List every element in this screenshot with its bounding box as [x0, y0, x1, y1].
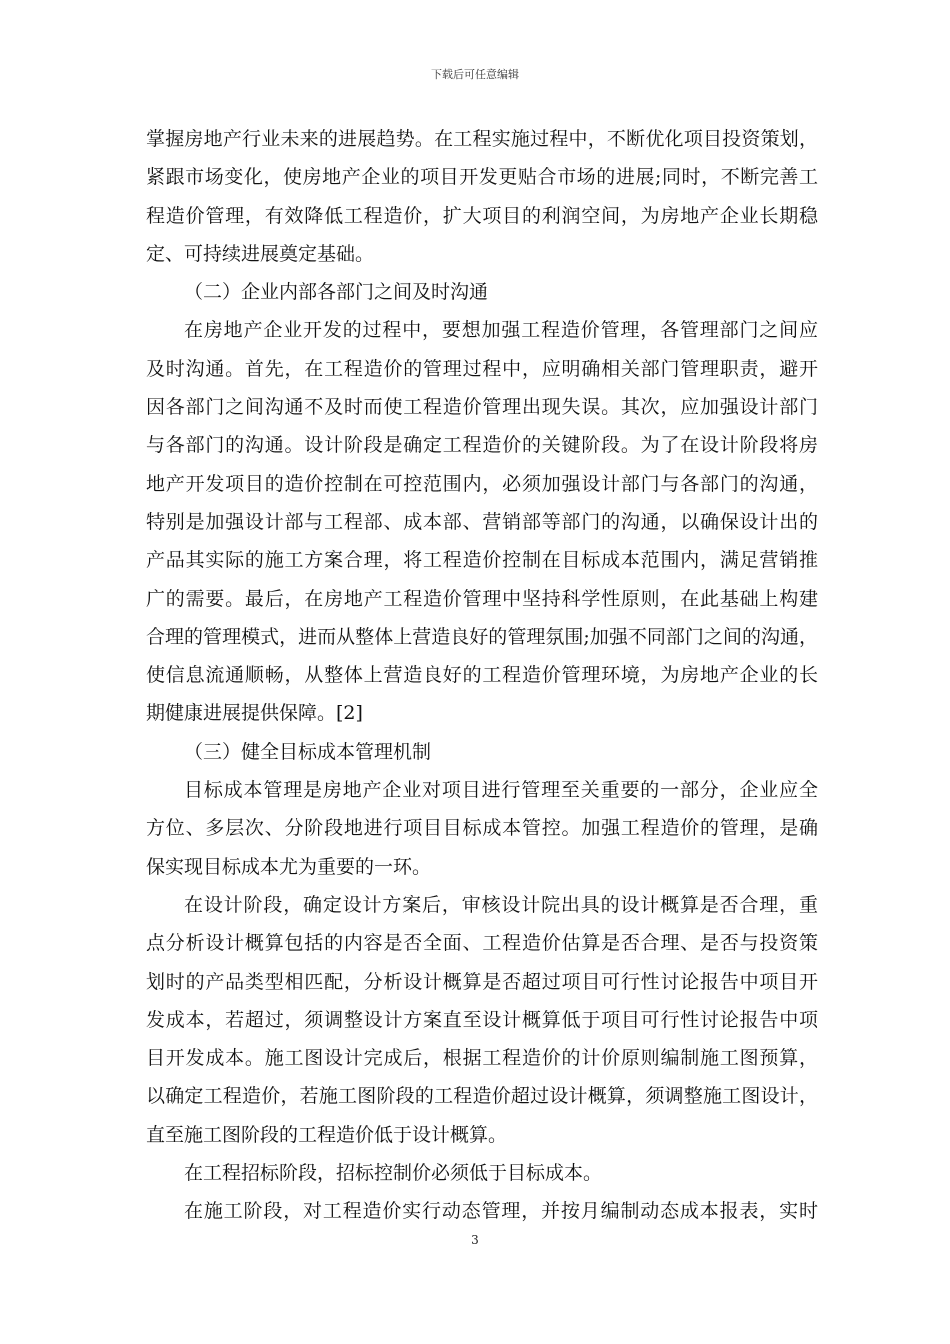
paragraph-line: 目开发成本。施工图设计完成后，根据工程造价的计价原则编制施工图预算，	[146, 1047, 818, 1070]
paragraph-line: 产品其实际的施工方案合理，将工程造价控制在目标成本范围内，满足营销推	[146, 549, 818, 572]
paragraph-line: 以确定工程造价，若施工图阶段的工程造价超过设计概算，须调整施工图设计，	[146, 1085, 818, 1108]
paragraph-line: 及时沟通。首先，在工程造价的管理过程中，应明确相关部门管理职责，避开	[146, 357, 818, 380]
paragraph-line: 程造价管理，有效降低工程造价，扩大项目的利润空间，为房地产企业长期稳	[146, 204, 818, 227]
document-body	[146, 120, 818, 1231]
paragraph-line: 在施工阶段，对工程造价实行动态管理，并按月编制动态成本报表，实时	[184, 1200, 818, 1223]
paragraph-line: 定、可持续进展奠定基础。	[146, 242, 375, 265]
paragraph-line: 点分析设计概算包括的内容是否全面、工程造价估算是否合理、是否与投资策	[146, 932, 818, 955]
paragraph-line: 地产开发项目的造价控制在可控范围内，必须加强设计部门与各部门的沟通，	[146, 472, 818, 495]
paragraph-line: 期健康进展提供保障。[2]	[146, 702, 363, 725]
paragraph-line: 因各部门之间沟通不及时而使工程造价管理出现失误。其次，应加强设计部门	[146, 396, 818, 419]
paragraph-line: 广的需要。最后，在房地产工程造价管理中坚持科学性原则，在此基础上构建	[146, 587, 818, 610]
paragraph-line: 发成本，若超过，须调整设计方案直至设计概算低于项目可行性讨论报告中项	[146, 1008, 818, 1031]
paragraph-line: 保实现目标成本尤为重要的一环。	[146, 855, 432, 878]
page-header-note: 下载后可任意编辑	[431, 68, 519, 81]
paragraph-line: 特别是加强设计部与工程部、成本部、营销部等部门的沟通，以确保设计出的	[146, 510, 818, 533]
paragraph-line: 方位、多层次、分阶段地进行项目目标成本管控。加强工程造价的管理，是确	[146, 817, 818, 840]
paragraph-line: 使信息流通顺畅，从整体上营造良好的工程造价管理环境，为房地产企业的长	[146, 664, 818, 687]
paragraph-line: 目标成本管理是房地产企业对项目进行管理至关重要的一部分，企业应全	[184, 779, 818, 802]
paragraph-line: 划时的产品类型相匹配，分析设计概算是否超过项目可行性讨论报告中项目开	[146, 970, 818, 993]
section-heading: （二）企业内部各部门之间及时沟通	[184, 281, 489, 304]
paragraph-line: 与各部门的沟通。设计阶段是确定工程造价的关键阶段。为了在设计阶段将房	[146, 434, 818, 457]
page-number: 3	[471, 1233, 479, 1247]
paragraph-line: 直至施工图阶段的工程造价低于设计概算。	[146, 1123, 508, 1146]
section-heading: （三）健全目标成本管理机制	[184, 740, 432, 763]
paragraph-line: 在房地产企业开发的过程中，要想加强工程造价管理，各管理部门之间应	[184, 319, 818, 342]
paragraph-line: 紧跟市场变化，使房地产企业的项目开发更贴合市场的进展;同时，不断完善工	[146, 166, 818, 189]
paragraph-line: 在设计阶段，确定设计方案后，审核设计院出具的设计概算是否合理，重	[184, 893, 818, 916]
paragraph-line: 合理的管理模式，进而从整体上营造良好的管理氛围;加强不同部门之间的沟通，	[146, 625, 818, 648]
paragraph-line: 掌握房地产行业未来的进展趋势。在工程实施过程中，不断优化项目投资策划，	[146, 128, 818, 150]
paragraph-line: 在工程招标阶段，招标控制价必须低于目标成本。	[184, 1162, 603, 1185]
